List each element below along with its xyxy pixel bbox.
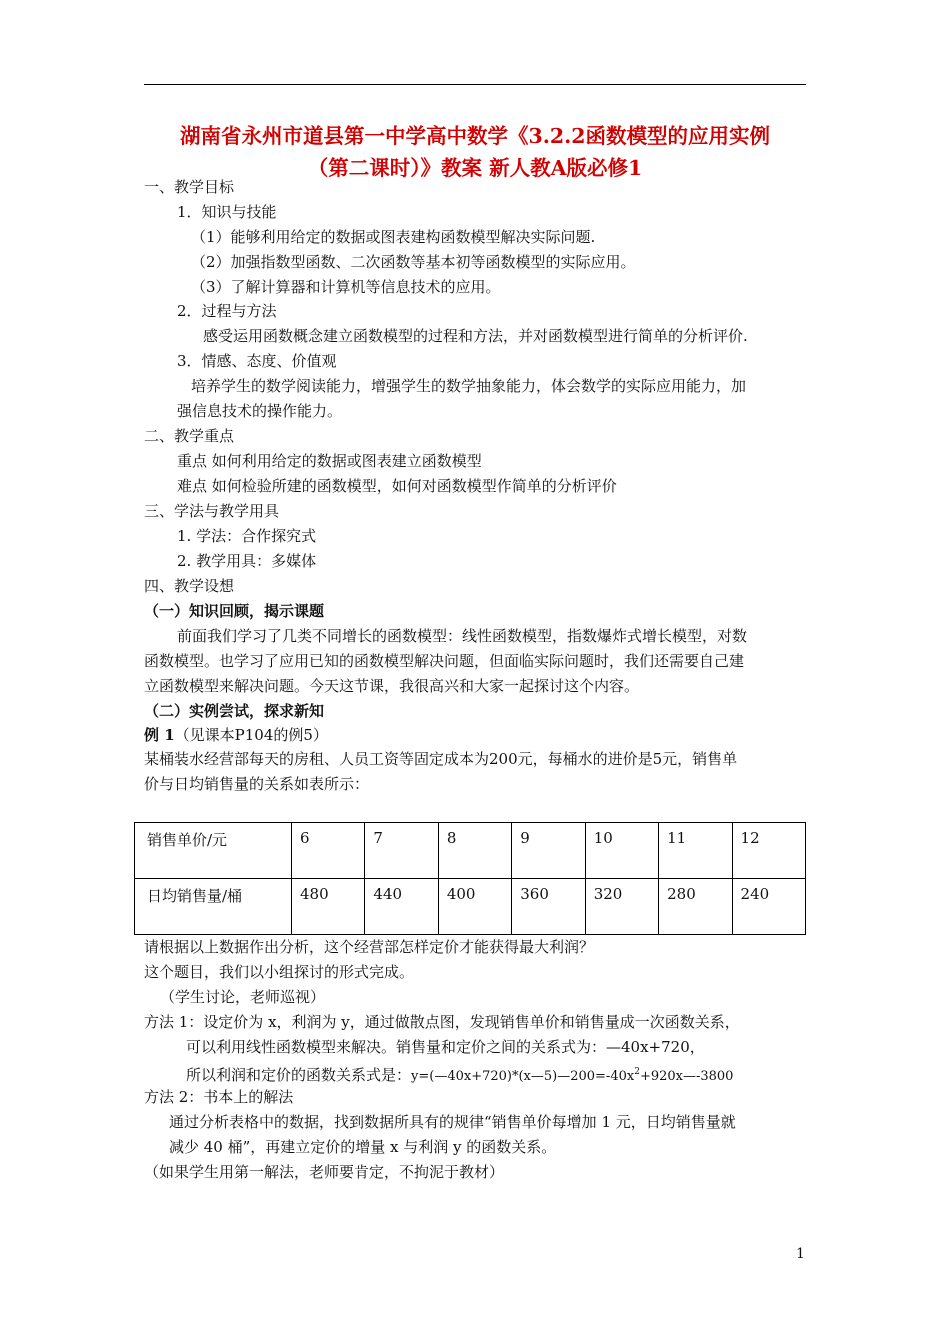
study-method: 1. 学法：合作探究式: [177, 527, 317, 545]
difficult-point: 难点 如何检验所建的函数模型，如何对函数模型作简单的分析评价: [177, 477, 617, 495]
table-cell: 8: [438, 823, 511, 879]
method1-prefix: 所以利润和定价的函数关系式是：: [186, 1066, 412, 1084]
example-reference: （见课本P104的例5）: [174, 726, 328, 744]
section2-heading: 二、教学重点: [144, 427, 235, 445]
document-title-line2: （第二课时）》教案 新人教A版必修1: [307, 156, 643, 180]
process-text: 感受运用函数概念建立函数模型的过程和方法，并对函数模型进行简单的分析评价.: [203, 327, 748, 345]
method2-text-2: 减少 40 桶”，再建立定价的增量 x 与利润 y 的函数关系。: [169, 1138, 557, 1156]
process-heading: 2．过程与方法: [177, 302, 277, 320]
teaching-tools: 2. 教学用具：多媒体: [177, 552, 317, 570]
group-discussion-text: 这个题目，我们以小组探讨的形式完成。: [144, 963, 415, 981]
table-cell: 12: [732, 823, 805, 879]
table-cell: 320: [585, 879, 658, 935]
header-rule: [144, 84, 806, 85]
part2-heading: （二）实例尝试，探求新知: [144, 702, 325, 720]
method2-heading: 方法 2：书本上的解法: [144, 1088, 294, 1106]
knowledge-item-1: （1）能够利用给定的数据或图表建构函数模型解决实际问题.: [191, 228, 596, 246]
question-text-1: 某桶装水经营部每天的房租、人员工资等固定成本为200元，每桶水的进价是5元，销售单: [144, 750, 738, 768]
page-number: 1: [796, 1246, 805, 1262]
part1-text-1: 前面我们学习了几类不同增长的函数模型：线性函数模型，指数爆炸式增长模型，对数: [177, 627, 748, 645]
table-cell: 9: [512, 823, 585, 879]
table-cell: 6: [292, 823, 365, 879]
section1-heading: 一、教学目标: [144, 178, 235, 196]
table-cell: 10: [585, 823, 658, 879]
example-label: 例 1: [144, 726, 175, 744]
profit-formula-part1: y=(—40x+720)*(x—5)—200=-40x: [411, 1069, 635, 1084]
key-point: 重点 如何利用给定的数据或图表建立函数模型: [177, 452, 482, 470]
part1-text-2: 函数模型。也学习了应用已知的函数模型解决问题，但面临实际问题时，我们还需要自己建: [144, 652, 745, 670]
knowledge-item-3: （3）了解计算器和计算机等信息技术的应用。: [191, 278, 501, 296]
document-title-line1: 湖南省永州市道县第一中学高中数学《3.2.2函数模型的应用实例: [179, 124, 771, 148]
method1-text-2: 可以利用线性函数模型来解决。销售量和定价之间的关系式为：—40x+720，: [186, 1038, 705, 1056]
question-text-2: 价与日均销售量的关系如表所示：: [144, 775, 370, 793]
part1-heading: （一）知识回顾，揭示课题: [144, 602, 325, 620]
table-row-label: 销售单价/元: [135, 823, 292, 879]
method2-text-1: 通过分析表格中的数据，找到数据所具有的规律“销售单价每增加 1 元，日均销售量就: [169, 1113, 736, 1131]
formula-exponent: 2: [634, 1067, 640, 1077]
method1-text-1: 方法 1：设定价为 x，利润为 y，通过做散点图，发现销售单价和销售量成一次函数关系，: [144, 1013, 740, 1031]
table-cell: 240: [732, 879, 805, 935]
table-cell: 400: [438, 879, 511, 935]
knowledge-item-2: （2）加强指数型函数、二次函数等基本初等函数模型的实际应用。: [191, 253, 636, 271]
teacher-note: （如果学生用第一解法，老师要肯定，不拘泥于教材）: [144, 1163, 505, 1181]
table-cell: 280: [659, 879, 732, 935]
table-row: [135, 879, 806, 935]
profit-formula-part2: +920x—-3800: [639, 1069, 734, 1084]
emotion-text-1: 培养学生的数学阅读能力，增强学生的数学抽象能力，体会数学的实际应用能力，加: [191, 377, 747, 395]
table-cell: 480: [292, 879, 365, 935]
table-cell: 7: [365, 823, 438, 879]
price-sales-table: [134, 822, 806, 935]
table-row-label: 日均销售量/桶: [135, 879, 292, 935]
example-1-line: [144, 723, 328, 747]
section3-heading: 三、学法与教学用具: [144, 502, 280, 520]
emotion-heading: 3．情感、态度、价值观: [177, 352, 337, 370]
student-discussion-note: （学生讨论，老师巡视）: [160, 988, 326, 1006]
part1-text-3: 立函数模型来解决问题。今天这节课，我很高兴和大家一起探讨这个内容。: [144, 677, 640, 695]
section4-heading: 四、教学设想: [144, 577, 235, 595]
table-cell: 440: [365, 879, 438, 935]
emotion-text-2: 强信息技术的操作能力。: [177, 402, 343, 420]
knowledge-heading: 1．知识与技能: [177, 203, 277, 221]
analysis-question: 请根据以上数据作出分析，这个经营部怎样定价才能获得最大利润？: [144, 938, 595, 956]
table-cell: 360: [512, 879, 585, 935]
table-row: [135, 823, 806, 879]
table-cell: 11: [659, 823, 732, 879]
